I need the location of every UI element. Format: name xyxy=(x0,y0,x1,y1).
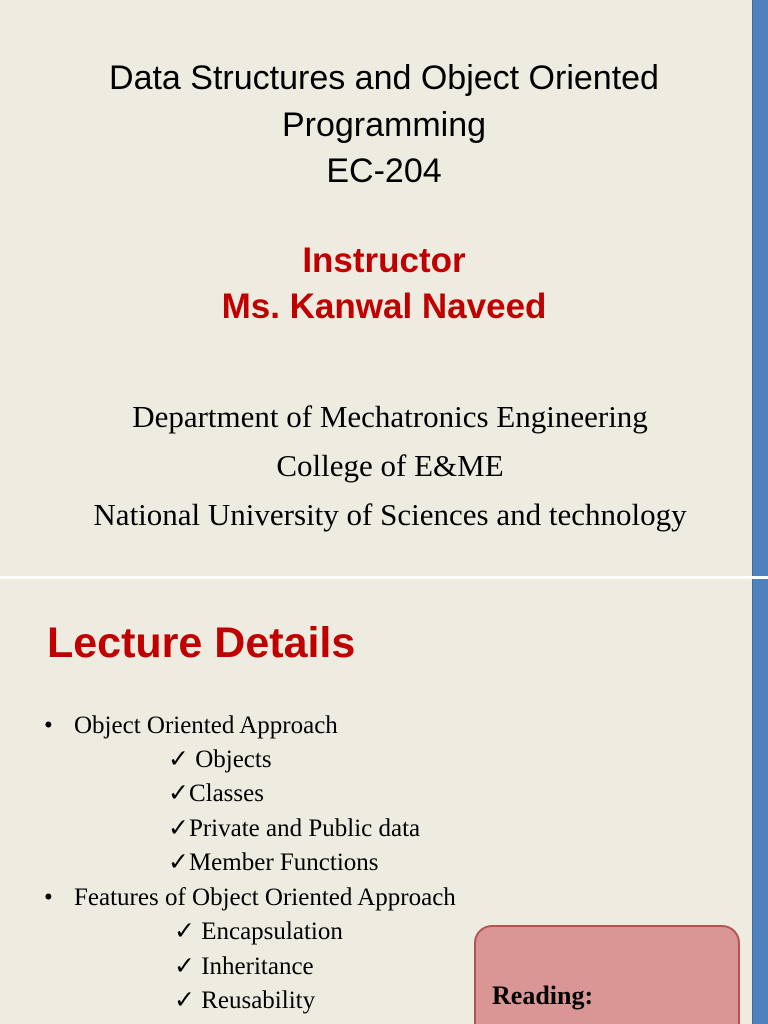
sub-item-text: Member Functions xyxy=(188,849,379,876)
college-name: College of E&ME xyxy=(276,448,504,483)
sub-item-text: Objects xyxy=(188,746,272,773)
bullet-item xyxy=(44,882,456,914)
instructor-label: Instructor xyxy=(302,241,466,280)
bullet-icon: • xyxy=(44,884,53,911)
bullet-text: Object Oriented Approach xyxy=(74,712,338,739)
sub-item xyxy=(168,744,272,776)
bullet-item xyxy=(44,710,338,742)
course-code: EC-204 xyxy=(326,152,442,190)
course-title-line-1: Data Structures and Object Oriented xyxy=(109,59,659,97)
checkmark-icon: ✓ xyxy=(168,849,189,876)
sub-item-text: Classes xyxy=(188,780,264,807)
course-title-line-2: Programming xyxy=(281,106,487,144)
checkmark-icon: ✓ xyxy=(174,953,195,980)
reading-label: Reading: xyxy=(492,981,594,1010)
lecture-details-slide xyxy=(0,579,752,1024)
checkmark-icon: ✓ xyxy=(174,918,195,945)
lecture-details-heading: Lecture Details xyxy=(47,619,356,667)
instructor-name: Ms. Kanwal Naveed xyxy=(221,287,547,326)
reading-callout xyxy=(474,925,740,1024)
sub-item-text: Private and Public data xyxy=(188,815,421,842)
checkmark-icon: ✓ xyxy=(168,780,189,807)
sub-item xyxy=(168,778,264,810)
sub-item xyxy=(168,847,379,879)
sub-item xyxy=(168,813,420,845)
checkmark-icon: ✓ xyxy=(168,746,189,773)
sub-item xyxy=(174,985,315,1017)
university-name: National University of Sciences and technology xyxy=(93,497,687,532)
sub-item-text: Reusability xyxy=(194,987,316,1014)
scrollbar-track-slide-1[interactable] xyxy=(752,0,768,576)
sub-item xyxy=(174,951,314,983)
bullet-text: Features of Object Oriented Approach xyxy=(74,884,456,911)
bullet-icon: • xyxy=(44,712,53,739)
scrollbar-track-slide-2[interactable] xyxy=(752,579,768,1024)
sub-item xyxy=(174,916,343,948)
sub-item-text: Encapsulation xyxy=(194,918,343,945)
checkmark-icon: ✓ xyxy=(174,987,195,1014)
sub-item-text: Inheritance xyxy=(194,953,314,980)
checkmark-icon: ✓ xyxy=(168,815,189,842)
department-name: Department of Mechatronics Engineering xyxy=(132,399,648,434)
